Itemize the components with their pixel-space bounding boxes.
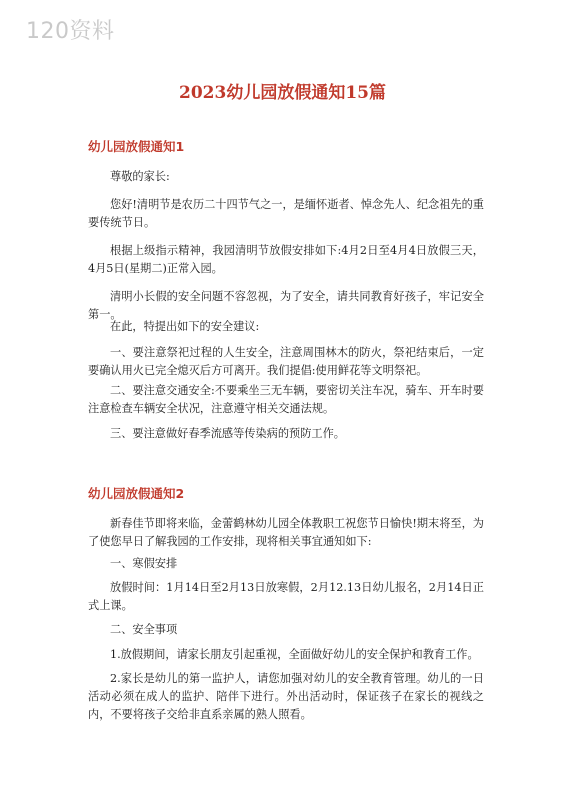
paragraph: 一、要注意祭祀过程的人生安全，注意周围林木的防火，祭祀结束后，一定要确认用火已完全熄灭后方可离开。我们提倡:使用鲜花等文明祭祀。: [88, 346, 484, 377]
section-heading-2: 幼儿园放假通知2: [88, 486, 185, 501]
paragraph: 1.放假期间，请家长朋友引起重视，全面做好幼儿的安全保护和教育工作。: [110, 648, 479, 661]
paragraph: 放假时间：1月14日至2月13日放寒假，2月12.13日幼儿报名，2月14日正式上课。: [88, 581, 484, 612]
paragraph: 根据上级指示精神，我园清明节放假安排如下:4月2日至4月4日放假三天，4月5日(星期二)正常入园。: [88, 244, 484, 275]
paragraph: 在此，特提出如下的安全建议:: [110, 320, 260, 333]
paragraph: 清明小长假的安全问题不容忽视，为了安全，请共同教育好孩子，牢记安全第一。: [88, 290, 484, 321]
document-title: 2023幼儿园放假通知15篇: [179, 83, 386, 103]
paragraph: 三、要注意做好春季流感等传染病的预防工作。: [110, 427, 345, 440]
paragraph: 一、寒假安排: [110, 557, 178, 570]
paragraph: 二、安全事项: [110, 623, 178, 636]
paragraph: 二、要注意交通安全:不要乘坐三无车辆，要密切关注车况，骑车、开车时要注意检查车辆安全状况，注意遵守相关交通法规。: [88, 384, 484, 415]
section-heading-1: 幼儿园放假通知1: [88, 139, 185, 154]
watermark-logo: 120资料: [26, 19, 115, 44]
paragraph: 您好!清明节是农历二十四节气之一，是缅怀逝者、悼念先人、纪念祖先的重要传统节日。: [88, 198, 484, 229]
paragraph: 新春佳节即将来临，金蕾鹤林幼儿园全体教职工祝您节日愉快!期末将至，为了使您早日了解我园的工作安排，现将相关事宜通知如下:: [88, 517, 484, 548]
paragraph: 2.家长是幼儿的第一监护人，请您加强对幼儿的安全教育管理。幼儿的一日活动必须在成人的监护、陪伴下进行。外出活动时，保证孩子在家长的视线之内，不要将孩子交给非直系亲属的熟人照看。: [88, 672, 484, 721]
paragraph: 尊敬的家长:: [110, 170, 170, 183]
